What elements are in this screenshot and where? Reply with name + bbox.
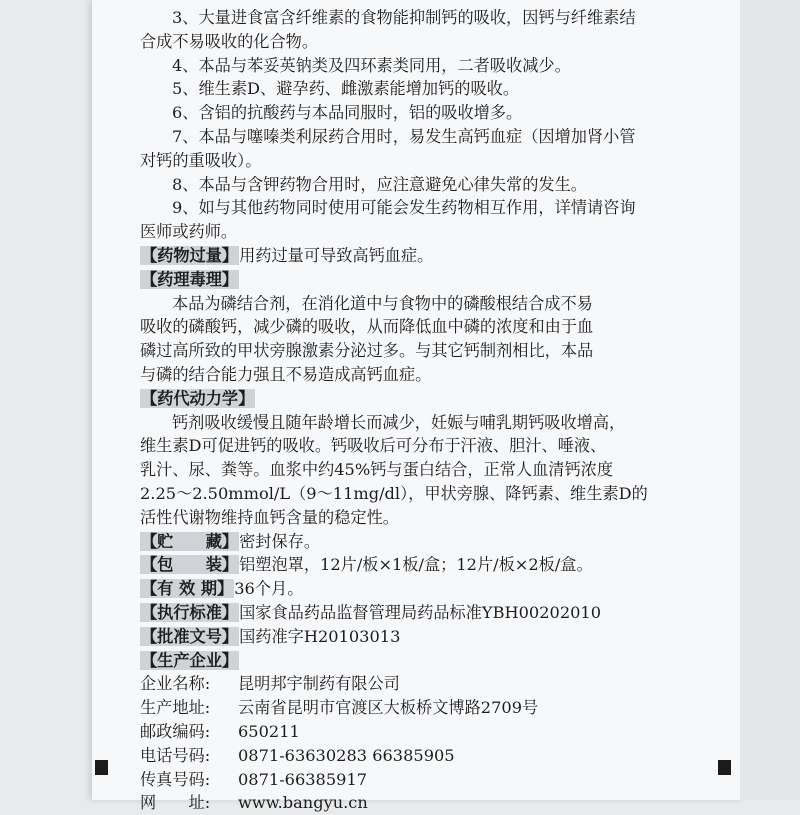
approval-section [140,625,700,649]
toxicology-line-2: 吸收的磷酸钙，减少磷的吸收，从而降低血中磷的浓度和由于血 [140,317,594,337]
manufacturer-section [140,649,700,673]
validity-text: 36个月。 [234,579,304,599]
manufacturer-website-label: 网 址: [140,793,211,813]
overdose-section [140,244,700,268]
manufacturer-address-label: 生产地址: [140,698,211,718]
pharmacokinetics-heading: 【药代动力学】 [141,388,255,408]
leaflet-content [140,6,700,815]
standard-heading: 【执行标准】 [141,602,239,622]
manufacturer-fax-row [140,768,700,792]
pharmacokinetics-line-4: 2.25～2.50mmol/L（9～11mg/dl），甲状旁腺、降钙素、维生素D的 [140,483,648,503]
toxicology-line-3: 磷过高所致的甲状旁腺激素分泌过多。与其它钙制剂相比，本品 [140,341,594,361]
package-section [140,553,700,577]
interaction-3-cont: 合成不易吸收的化合物。 [140,31,319,51]
manufacturer-phone-label: 电话号码: [140,745,211,765]
storage-heading: 【贮 藏】 [141,531,239,551]
approval-heading: 【批准文号】 [141,626,239,646]
manufacturer-address-value: 云南省昆明市官渡区大板桥文博路2709号 [238,698,539,718]
manufacturer-phone-row [140,744,700,768]
interaction-7: 7、本品与噻嗪类利尿药合用时，易发生高钙血症（因增加肾小管 [172,126,636,146]
manufacturer-address-row [140,696,700,720]
manufacturer-website-value: www.bangyu.cn [238,793,368,813]
standard-text: 国家食品药品监督管理局药品标准YBH00202010 [239,602,602,622]
standard-section [140,601,700,625]
interaction-3: 3、大量进食富含纤维素的食物能抑制钙的吸收，因钙与纤维素结 [172,8,636,27]
interaction-7-cont: 对钙的重吸收）。 [140,150,262,170]
validity-heading: 【有 效 期】 [141,579,234,599]
interaction-9-cont: 医师或药师。 [140,222,238,242]
interaction-4: 4、本品与苯妥英钠类及四环素类同用，二者吸收减少。 [172,55,571,75]
overdose-heading: 【药物过量】 [141,245,239,265]
manufacturer-name-row [140,672,700,696]
background-edge [740,0,800,800]
interaction-8: 8、本品与含钾药物合用时，应注意避免心律失常的发生。 [172,174,587,194]
package-text: 铝塑泡罩，12片/板×1板/盒；12片/板×2板/盒。 [239,555,593,575]
manufacturer-fax-value: 0871-66385917 [238,769,368,789]
registration-mark-right [718,760,731,775]
manufacturer-name-label: 企业名称: [140,674,211,694]
interaction-6: 6、含铝的抗酸药与本品同服时，铝的吸收增多。 [172,103,523,123]
toxicology-line-4: 与磷的结合能力强且不易造成高钙血症。 [140,364,432,384]
pharmacokinetics-line-1: 钙剂吸收缓慢且随年龄增长而减少，妊娠与哺乳期钙吸收增高， [172,412,626,432]
pharmacokinetics-line-3: 乳汁、尿、粪等。血浆中约45%钙与蛋白结合，正常人血清钙浓度 [140,460,614,480]
toxicology-line-1: 本品为磷结合剂，在消化道中与食物中的磷酸根结合成不易 [172,293,593,313]
storage-text: 密封保存。 [239,531,321,551]
manufacturer-heading: 【生产企业】 [141,650,239,670]
pharmacokinetics-section [140,387,700,411]
manufacturer-website-row [140,791,700,815]
interaction-5: 5、维生素D、避孕药、雌激素能增加钙的吸收。 [172,79,520,99]
pharmacokinetics-line-5: 活性代谢物维持血钙含量的稳定性。 [140,507,399,527]
manufacturer-postcode-label: 邮政编码: [140,721,211,741]
toxicology-heading: 【药理毒理】 [141,269,239,289]
manufacturer-phone-value: 0871-63630283 66385905 [238,745,455,765]
approval-text: 国药准字H20103013 [239,626,401,646]
interaction-9: 9、如与其他药物同时使用可能会发生药物相互作用，详情请咨询 [172,198,636,218]
toxicology-section [140,268,700,292]
manufacturer-postcode-value: 650211 [238,721,300,741]
package-heading: 【包 装】 [141,555,239,575]
storage-section [140,530,700,554]
registration-mark-left [95,760,108,775]
manufacturer-postcode-row [140,720,700,744]
validity-section [140,577,700,601]
manufacturer-fax-label: 传真号码: [140,769,211,789]
manufacturer-name-value: 昆明邦宇制药有限公司 [238,674,400,694]
pharmacokinetics-line-2: 维生素D可促进钙的吸收。钙吸收后可分布于汗液、胆汁、唾液、 [140,436,607,456]
overdose-text: 用药过量可导致高钙血症。 [239,245,434,265]
